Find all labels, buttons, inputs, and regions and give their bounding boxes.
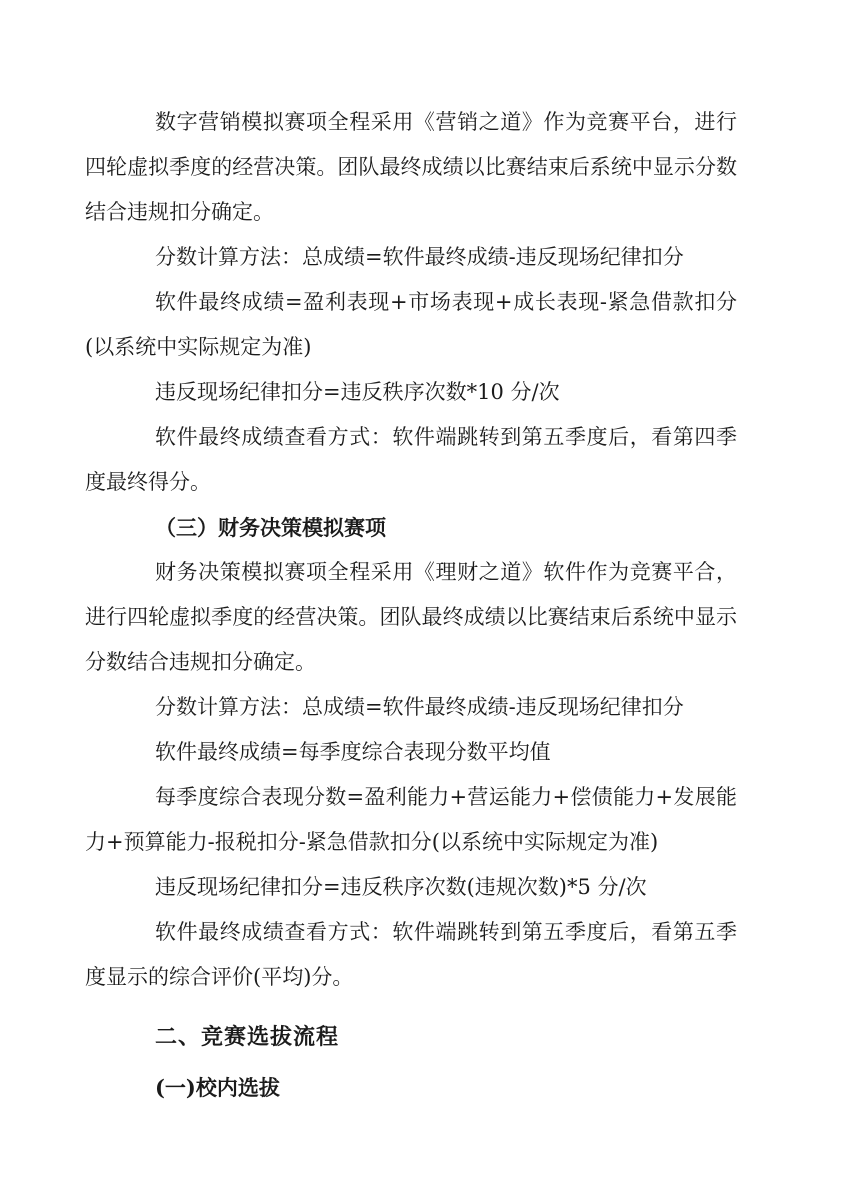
paragraph-score-view-finance: 软件最终成绩查看方式：软件端跳转到第五季度后，看第五季度显示的综合评价(平均)分。: [85, 920, 737, 989]
paragraph-score-method-finance: 分数计算方法：总成绩=软件最终成绩-违反现场纪律扣分: [155, 695, 684, 719]
paragraph-score-view-marketing: 软件最终成绩查看方式：软件端跳转到第五季度后，看第四季度最终得分。: [85, 425, 737, 494]
heading-school-selection: (一)校内选拔: [155, 1075, 280, 1100]
paragraph-score-method-marketing: 分数计算方法：总成绩=软件最终成绩-违反现场纪律扣分: [155, 245, 684, 269]
heading-selection-process: 二、竞赛选拔流程: [155, 1024, 340, 1050]
paragraph-software-final-score-marketing: 软件最终成绩=盈利表现+市场表现+成长表现-紧急借款扣分(以系统中实际规定为准): [85, 290, 737, 359]
paragraph-quarter-composite-score: 每季度综合表现分数=盈利能力+营运能力+偿债能力+发展能力+预算能力-报税扣分-紧急借款扣分(以系统中实际规定为准): [85, 785, 737, 854]
paragraph-discipline-deduction-marketing: 违反现场纪律扣分=违反秩序次数*10 分/次: [155, 380, 560, 404]
paragraph-discipline-deduction-finance: 违反现场纪律扣分=违反秩序次数(违规次数)*5 分/次: [155, 875, 647, 899]
paragraph-software-final-score-finance: 软件最终成绩=每季度综合表现分数平均值: [155, 740, 551, 764]
paragraph-finance-platform: 财务决策模拟赛项全程采用《理财之道》软件作为竞赛平合，进行四轮虚拟季度的经营决策。团队最终成绩以比赛结束后系统中显示分数结合违规扣分确定。: [85, 560, 737, 674]
paragraph-marketing-platform: 数字营销模拟赛项全程采用《营销之道》作为竞赛平台，进行四轮虚拟季度的经营决策。团队最终成绩以比赛结束后系统中显示分数结合违规扣分确定。: [85, 110, 737, 224]
heading-finance-event: （三）财务决策模拟赛项: [155, 515, 386, 540]
